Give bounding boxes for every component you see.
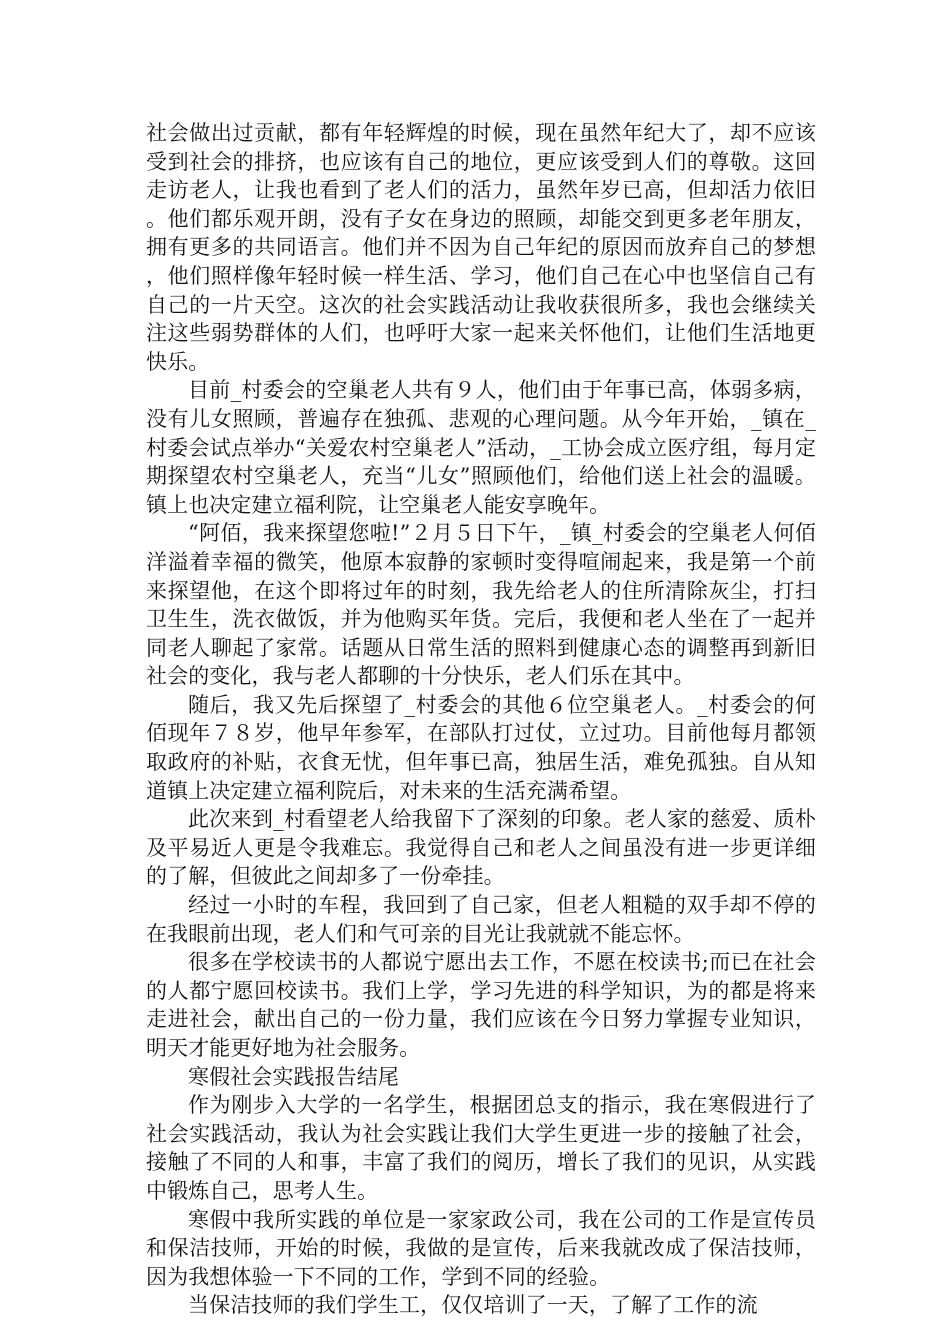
paragraph-3: “阿佰，我来探望您啦!”２月５日下午，_镇_村委会的空巢老人何佰洋溢着幸福的微笑，他原本寂静的家顿时变得喧闹起来，我是第一个前来探望他，在这个即将过年的时刻，我先给老人的住所清除灰尘，打扫卫生生，洗衣做饭，并为他购买年货。完后，我便和老人坐在了一起并同老人聊起了家常。话题从日常生活的照料到健康心态的调整再到新旧社会的变化，我与老人都聊的十分快乐，老人们乐在其中。 — [146, 521, 816, 689]
paragraph-7: 很多在学校读书的人都说宁愿出去工作，不愿在校读书;而已在社会的人都宁愿回校读书。我们上学，学习先进的科学知识，为的都是将来走进社会，献出自己的一份力量，我们应该在今日努力掌握专业知识，明天才能更好地为社会服务。 — [146, 950, 816, 1060]
paragraph-1: 社会做出过贡献，都有年轻辉煌的时候，现在虽然年纪大了，却不应该受到社会的排挤，也应该有自己的地位，更应该受到人们的尊敬。这回走访老人，让我也看到了老人们的活力，虽然年岁已高，但却活力依旧。他们都乐观开朗，没有子女在身边的照顾，却能交到更多老年朋友，拥有更多的共同语言。他们并不因为自己年纪的原因而放弃自己的梦想，他们照样像年轻时候一样生活、学习，他们自己在心中也坚信自己有自己的一片天空。这次的社会实践活动让我收获很所多，我也会继续关注这些弱势群体的人们，也呼吁大家一起来关怀他们，让他们生活地更快乐。 — [146, 121, 816, 374]
paragraph-5: 此次来到_村看望老人给我留下了深刻的印象。老人家的慈爱、质朴及平易近人更是令我难忘。我觉得自己和老人之间虽没有进一步更详细的了解，但彼此之间却多了一份牵挂。 — [146, 807, 816, 889]
paragraph-8: 作为刚步入大学的一名学生，根据团总支的指示，我在寒假进行了社会实践活动，我认为社会实践让我们大学生更进一步的接触了社会，接触了不同的人和事，丰富了我们的阅历，增长了我们的见识，从实践中锻炼自己，思考人生。 — [146, 1093, 816, 1203]
paragraph-2: 目前_村委会的空巢老人共有９人，他们由于年事已高，体弱多病，没有儿女照顾，普遍存在独孤、悲观的心理问题。从今年开始，_镇在_村委会试点举办“关爱农村空巢老人”活动，_工协会成立医疗组，每月定期探望农村空巢老人，充当“儿女”照顾他们，给他们送上社会的温暖。镇上也决定建立福利院，让空巢老人能安享晚年。 — [146, 378, 816, 517]
paragraph-6: 经过一小时的车程，我回到了自己家，但老人粗糙的双手却不停的在我眼前出现，老人们和气可亲的目光让我就就不能忘怀。 — [146, 893, 816, 946]
document-body — [146, 119, 816, 1320]
section-heading: 寒假社会实践报告结尾 — [188, 1064, 399, 1089]
paragraph-4: 随后，我又先后探望了_村委会的其他６位空巢老人。_村委会的何佰现年７８岁，他早年参军，在部队打过仗，立过功。目前他每月都领取政府的补贴，衣食无忧，但年事已高，独居生活，难免孤独。自从知道镇上决定建立福利院后，对未来的生活充满希望。 — [146, 692, 816, 803]
paragraph-10: 当保洁技师的我们学生工，仅仅培训了一天，了解了工作的流 — [188, 1293, 758, 1318]
paragraph-9: 寒假中我所实践的单位是一家家政公司，我在公司的工作是宣传员和保洁技师，开始的时候，我做的是宣传，后来我就改成了保洁技师，因为我想体验一下不同的工作，学到不同的经验。 — [146, 1207, 816, 1289]
